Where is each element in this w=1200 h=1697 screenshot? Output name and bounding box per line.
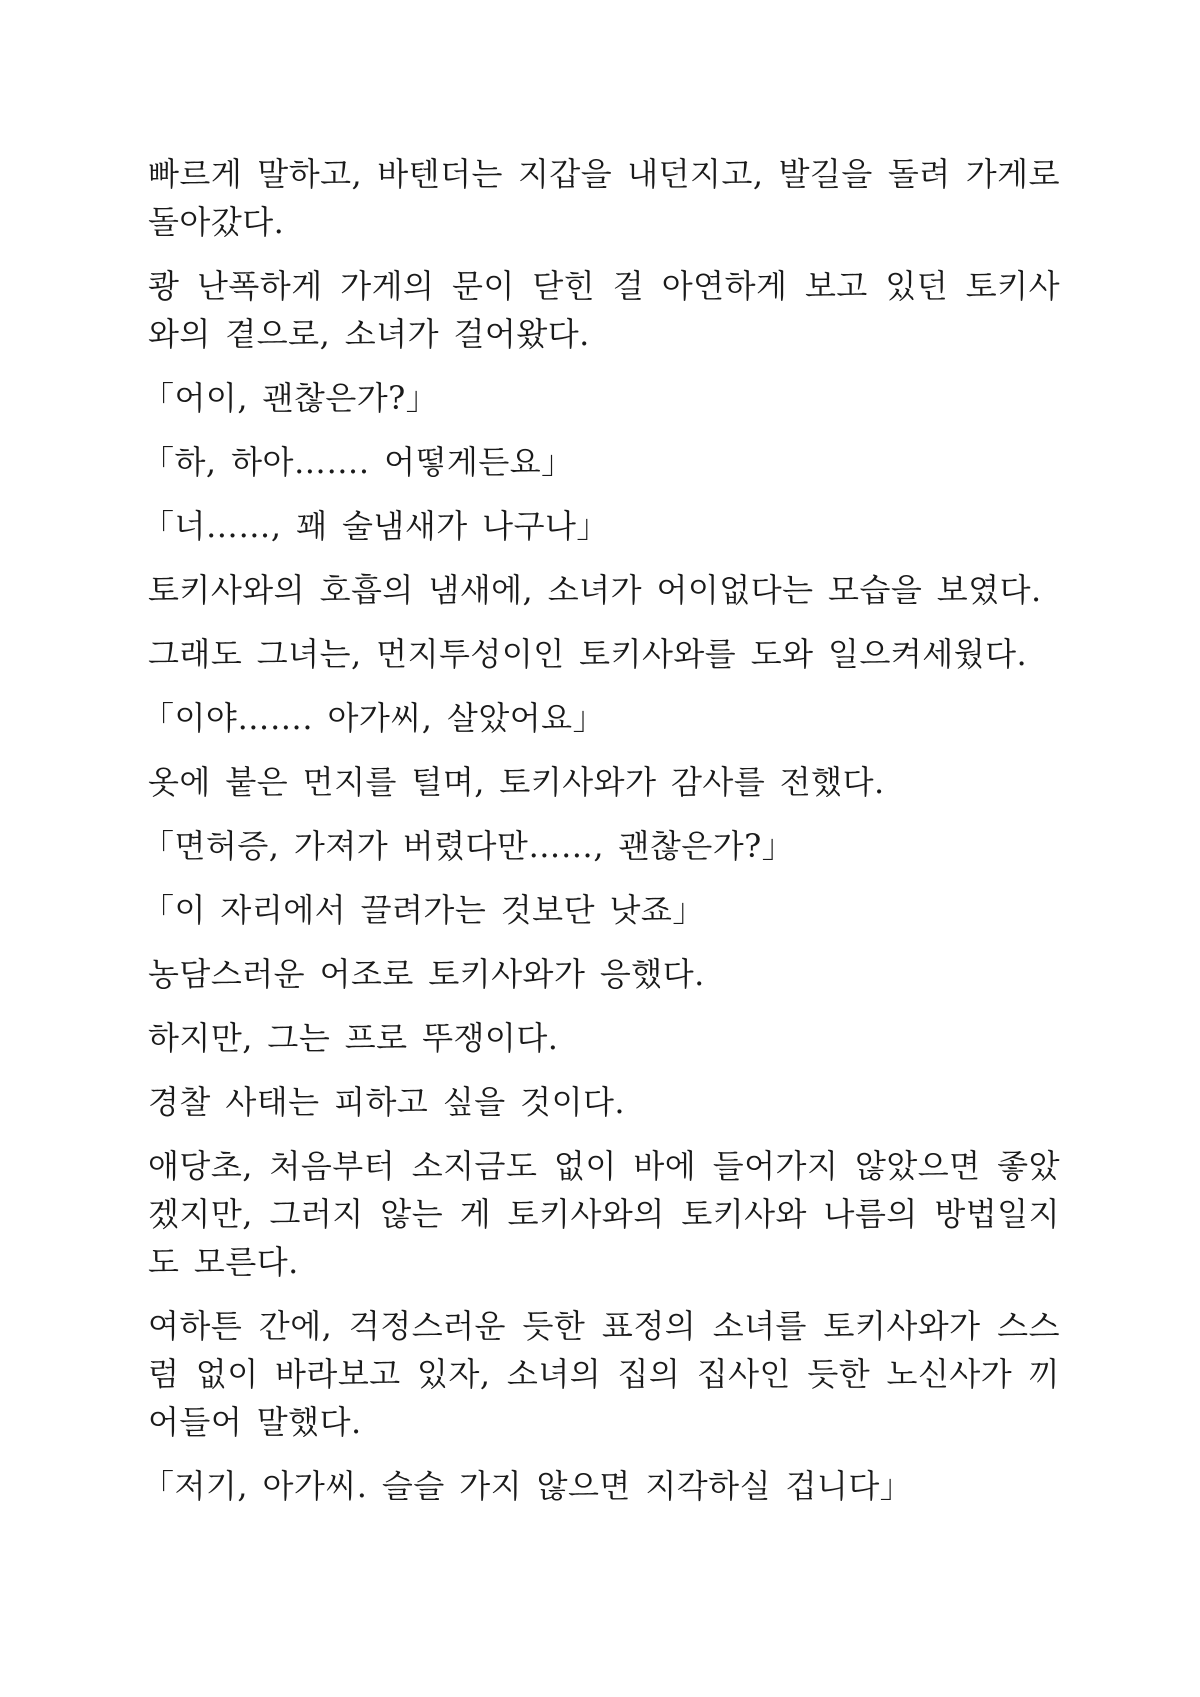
paragraph: 여하튼 간에, 걱정스러운 듯한 표정의 소녀를 토키사와가 스스럼 없이 바라보고 있자, 소녀의 집의 집사인 듯한 노신사가 끼어들어 말했다.: [148, 1307, 1060, 1441]
paragraph: 빠르게 말하고, 바텐더는 지갑을 내던지고, 발길을 돌려 가게로 돌아갔다.: [148, 155, 1060, 241]
dialogue-line: 「하, 하아……. 어떻게든요」: [142, 443, 574, 481]
dialogue-line: 「면허증, 가져가 버렸다만……, 괜찮은가?」: [142, 827, 795, 865]
paragraph: 애당초, 처음부터 소지금도 없이 바에 들어가지 않았으면 좋았겠지만, 그러지 않는 게 토키사와의 토키사와 나름의 방법일지도 모른다.: [148, 1147, 1060, 1281]
paragraph: 농담스러운 어조로 토키사와가 응했다.: [148, 955, 705, 993]
dialogue-line: 「이야……. 아가씨, 살았어요」: [142, 699, 606, 737]
dialogue-line: 「이 자리에서 끌려가는 것보단 낫죠」: [142, 891, 705, 929]
paragraph: 토키사와의 호흡의 냄새에, 소녀가 어이없다는 모습을 보였다.: [148, 571, 1042, 609]
paragraph: 경찰 사태는 피하고 싶을 것이다.: [148, 1083, 626, 1121]
paragraph: 그래도 그녀는, 먼지투성이인 토키사와를 도와 일으켜세웠다.: [148, 635, 1028, 673]
dialogue-line: 「너……, 꽤 술냄새가 나구나」: [142, 507, 609, 545]
document-page: [142, 150, 1060, 1526]
dialogue-line: 「저기, 아가씨. 슬슬 가지 않으면 지각하실 겁니다」: [142, 1467, 913, 1505]
paragraph: 하지만, 그는 프로 뚜쟁이다.: [148, 1019, 559, 1057]
paragraph: 옷에 붙은 먼지를 털며, 토키사와가 감사를 전했다.: [148, 763, 885, 801]
paragraph: 쾅 난폭하게 가게의 문이 닫힌 걸 아연하게 보고 있던 토키사와의 곁으로, 소녀가 걸어왔다.: [148, 267, 1060, 353]
dialogue-line: 「어이, 괜찮은가?」: [142, 379, 439, 417]
